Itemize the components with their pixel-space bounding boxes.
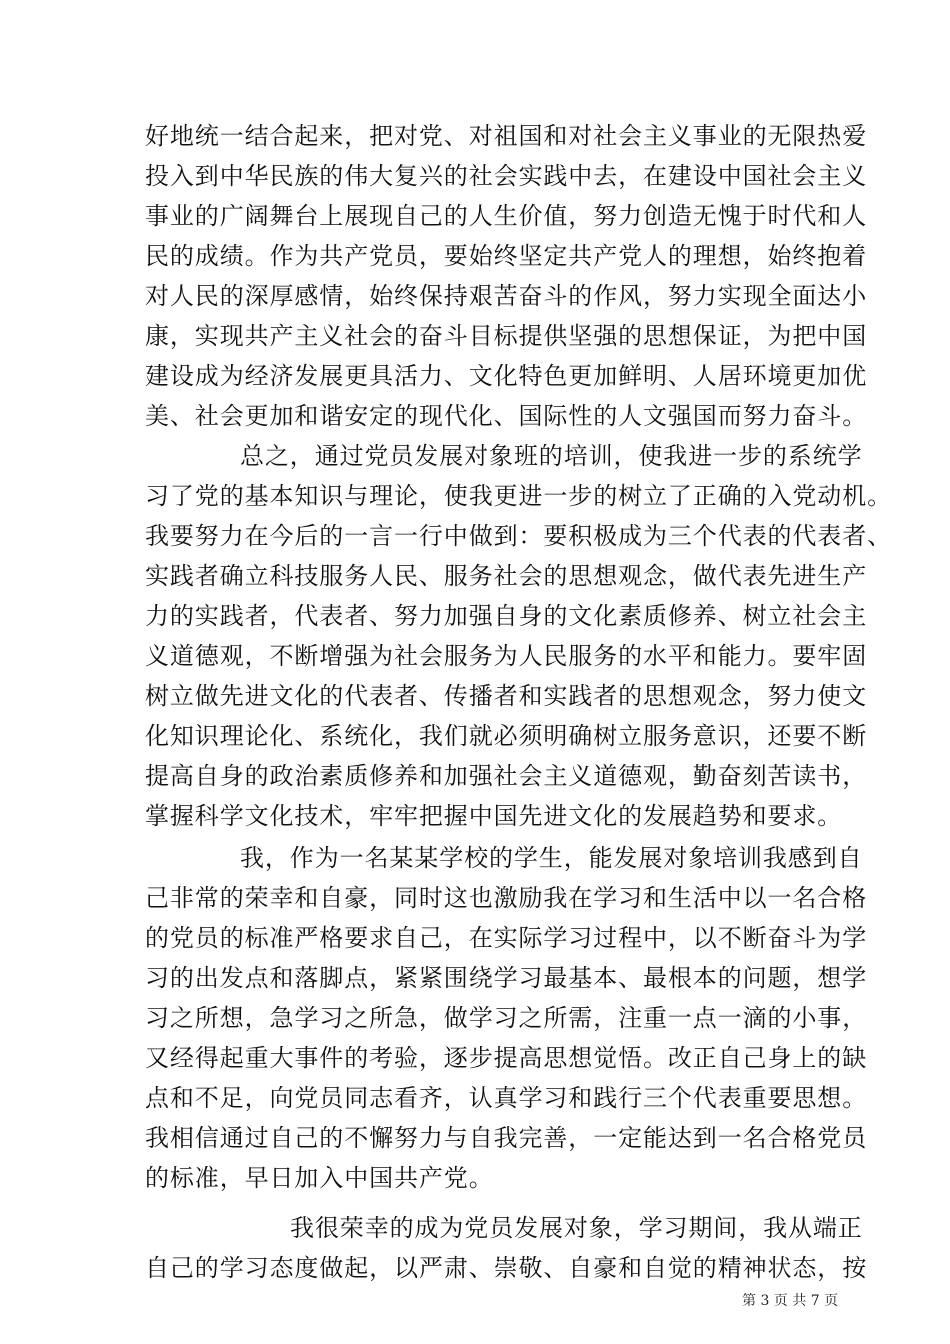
text-line: 好地统一结合起来，把对党、对祖国和对社会主义事业的无限热爱	[145, 122, 868, 150]
text-line: 实践者确立科技服务人民、服务社会的思想观念，做代表先进生产	[145, 562, 868, 590]
text-line: 己非常的荣幸和自豪，同时这也激励我在学习和生活中以一名合格	[145, 884, 868, 912]
text-line: 民的成绩。作为共产党员，要始终坚定共产党人的理想，始终抱着	[145, 242, 868, 270]
text-line: 树立做先进文化的代表者、传播者和实践者的思想观念，努力使文	[145, 682, 868, 710]
text-line: 建设成为经济发展更具活力、文化特色更加鲜明、人居环境更加优	[145, 362, 868, 390]
text-line: 自己的学习态度做起，以严肃、崇敬、自豪和自觉的精神状态，按	[145, 1254, 868, 1282]
text-line: 美、社会更加和谐安定的现代化、国际性的人文强国而努力奋斗。	[145, 402, 868, 430]
text-line: 我要努力在今后的一言一行中做到：要积极成为三个代表的代表者、	[145, 522, 892, 550]
text-line: 又经得起重大事件的考验，逐步提高思想觉悟。改正自己身上的缺	[145, 1044, 868, 1072]
text-line: 我相信通过自己的不懈努力与自我完善，一定能达到一名合格党员	[145, 1124, 868, 1152]
paragraph-start-line: 我，作为一名某某学校的学生，能发展对象培训我感到自	[240, 844, 863, 872]
text-line: 提高自身的政治素质修养和加强社会主义道德观，勤奋刻苦读书，	[145, 762, 868, 790]
text-line: 化知识理论化、系统化，我们就必须明确树立服务意识，还要不断	[145, 722, 868, 750]
text-line: 投入到中华民族的伟大复兴的社会实践中去，在建设中国社会主义	[145, 162, 868, 190]
text-line: 习之所想，急学习之所急，做学习之所需，注重一点一滴的小事，	[145, 1004, 868, 1032]
paragraph-start-line: 我很荣幸的成为党员发展对象，学习期间，我从端正	[290, 1214, 863, 1242]
text-line: 对人民的深厚感情，始终保持艰苦奋斗的作风，努力实现全面达小	[145, 282, 868, 310]
text-line: 的党员的标准严格要求自己，在实际学习过程中，以不断奋斗为学	[145, 924, 868, 952]
text-line: 的标准，早日加入中国共产党。	[145, 1164, 494, 1192]
text-line: 力的实践者，代表者、努力加强自身的文化素质修养、树立社会主	[145, 602, 868, 630]
text-line: 掌握科学文化技术，牢牢把握中国先进文化的发展趋势和要求。	[145, 802, 843, 830]
text-line: 习了党的基本知识与理论，使我更进一步的树立了正确的入党动机。	[145, 482, 892, 510]
text-line: 事业的广阔舞台上展现自己的人生价值，努力创造无愧于时代和人	[145, 202, 868, 230]
text-line: 义道德观，不断增强为社会服务为人民服务的水平和能力。要牢固	[145, 642, 868, 670]
text-line: 习的出发点和落脚点，紧紧围绕学习最基本、最根本的问题，想学	[145, 964, 868, 992]
paragraph-start-line: 总之，通过党员发展对象班的培训，使我进一步的系统学	[240, 442, 863, 470]
text-line: 点和不足，向党员同志看齐，认真学习和践行三个代表重要思想。	[145, 1084, 868, 1112]
text-line: 康，实现共产主义社会的奋斗目标提供坚强的思想保证，为把中国	[145, 322, 868, 350]
page-number: 第 3 页 共 7 页	[742, 1293, 839, 1309]
